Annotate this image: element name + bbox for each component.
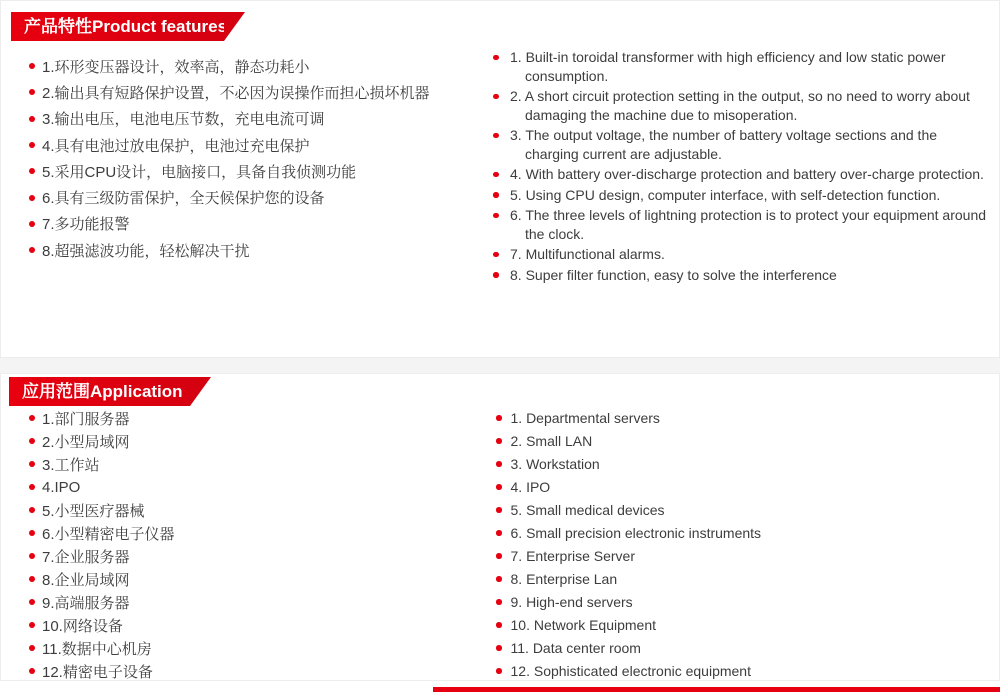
list-item-text: 9.高端服务器: [42, 594, 130, 612]
bullet-icon: [29, 622, 35, 628]
bullet-icon: [496, 553, 502, 559]
list-item-text: 5. Small medical devices: [510, 502, 665, 518]
bullet-icon: [493, 55, 499, 61]
list-item-text: 4. With battery over-discharge protection and battery over-charge protection.: [510, 166, 984, 182]
list-item: [29, 211, 430, 237]
list-item: [496, 453, 993, 476]
bullet-icon: [29, 599, 35, 605]
bullet-icon: [29, 645, 35, 651]
section-divider: [0, 358, 1000, 373]
list-item: [496, 568, 993, 591]
bullet-icon: [29, 142, 35, 148]
bullet-icon: [496, 645, 502, 651]
list-item: [29, 158, 430, 184]
list-item: [496, 637, 993, 660]
bullet-icon: [29, 221, 35, 227]
list-item-text: 1. Departmental servers: [510, 410, 660, 426]
list-item-text: 2.输出具有短路保护设置，不必因为误操作而担心损坏机器: [42, 84, 430, 102]
list-item-text: 1. Built-in toroidal transformer with high efficiency and low static power consumption.: [510, 49, 946, 84]
list-item-text: 6. Small precision electronic instruments: [510, 525, 762, 541]
list-item: [496, 660, 993, 683]
list-item-text: 8. Super filter function, easy to solve the interference: [510, 266, 837, 283]
list-item-text: 6.具有三级防雷保护，全天候保护您的设备: [42, 190, 325, 208]
list-item: [496, 522, 993, 545]
bullet-icon: [29, 438, 35, 444]
list-item: [496, 545, 993, 568]
bullet-icon: [493, 133, 499, 139]
list-item: [29, 545, 175, 568]
list-item: [496, 407, 993, 430]
bullet-icon: [496, 438, 502, 444]
bullet-icon: [496, 576, 502, 582]
list-item: [496, 591, 993, 614]
list-item: [29, 184, 430, 210]
list-item-text: 9. High-end servers: [510, 594, 633, 610]
list-item: [493, 206, 990, 243]
bullet-icon: [29, 553, 35, 559]
list-item: [29, 79, 430, 105]
list-item: [29, 522, 175, 545]
list-item-text: 4.IPO: [42, 478, 81, 496]
list-item: [29, 407, 175, 430]
bullet-icon: [493, 272, 499, 278]
list-item-text: 5.小型医疗器械: [42, 502, 145, 520]
bullet-icon: [493, 252, 499, 258]
list-item-text: 2.小型局域网: [42, 433, 130, 451]
application-section: [0, 373, 1000, 681]
list-item-text: 1.部门服务器: [42, 410, 130, 428]
application-banner: [9, 377, 190, 406]
list-item-text: 3.工作站: [42, 456, 100, 474]
bullet-icon: [493, 94, 499, 100]
list-item-text: 8.超强滤波功能，轻松解决干扰: [42, 242, 250, 260]
bottom-accent-bar: [433, 687, 1000, 692]
list-item: [29, 637, 175, 660]
list-item: [493, 165, 990, 184]
list-item: [29, 132, 430, 158]
list-item: [493, 87, 990, 124]
bullet-icon: [29, 247, 35, 253]
bullet-icon: [29, 195, 35, 201]
list-item: [496, 614, 993, 637]
bullet-icon: [29, 530, 35, 536]
application-list-zh: [29, 407, 175, 683]
list-item: [496, 476, 993, 499]
list-item-text: 1.环形变压器设计，效率高，静态功耗小: [42, 58, 310, 76]
features-list-zh: [29, 53, 430, 263]
list-item-text: 7.企业服务器: [42, 548, 130, 566]
list-item: [496, 430, 993, 453]
bullet-icon: [496, 599, 502, 605]
bullet-icon: [29, 63, 35, 69]
bullet-icon: [29, 168, 35, 174]
list-item: [29, 476, 175, 499]
list-item: [493, 126, 990, 163]
application-list-en: [496, 407, 993, 683]
list-item-text: 3. Workstation: [510, 456, 600, 472]
application-banner-title: 应用范围Application: [22, 382, 183, 401]
bullet-icon: [493, 192, 499, 198]
list-item: [29, 499, 175, 522]
list-item-text: 5. Using CPU design, computer interface, with self-detection function.: [510, 186, 941, 203]
bullet-icon: [496, 622, 502, 628]
list-item-text: 3. The output voltage, the number of battery voltage sections and the charging current are adjustable.: [510, 127, 938, 162]
list-item-text: 8. Enterprise Lan: [510, 571, 618, 587]
list-item: [496, 499, 993, 522]
list-item-text: 10. Network Equipment: [510, 617, 657, 633]
product-features-banner: [11, 12, 228, 41]
bullet-icon: [29, 415, 35, 421]
list-item-text: 10.网络设备: [42, 617, 123, 635]
bullet-icon: [496, 507, 502, 513]
list-item: [29, 237, 430, 263]
bullet-icon: [496, 668, 502, 674]
list-item-text: 5.采用CPU设计，电脑接口，具备自我侦测功能: [42, 163, 357, 181]
list-item-text: 12.精密电子设备: [42, 663, 153, 681]
list-item: [29, 453, 175, 476]
list-item-text: 2. Small LAN: [510, 433, 593, 449]
bullet-icon: [29, 576, 35, 582]
bullet-icon: [29, 668, 35, 674]
list-item-text: 4.具有电池过放电保护，电池过充电保护: [42, 137, 310, 155]
bullet-icon: [29, 116, 35, 122]
list-item-text: 2. A short circuit protection setting in the output, so no need to worry about damaging the machine due to misoperation.: [510, 88, 970, 123]
list-item-text: 11. Data center room: [510, 640, 641, 656]
list-item: [493, 186, 990, 205]
list-item: [29, 106, 430, 132]
list-item: [493, 266, 990, 285]
list-item-text: 8.企业局域网: [42, 571, 130, 589]
list-item-text: 6. The three levels of lightning protection is to protect your equipment around the clock.: [510, 207, 987, 242]
features-list-en: [493, 48, 990, 286]
product-features-banner-title: 产品特性Product features: [24, 17, 228, 36]
list-item-text: 7. Enterprise Server: [510, 548, 635, 564]
bullet-icon: [493, 213, 499, 219]
list-item: [29, 660, 175, 683]
bullet-icon: [29, 461, 35, 467]
bullet-icon: [29, 484, 35, 490]
list-item: [29, 568, 175, 591]
list-item: [493, 245, 990, 264]
bullet-icon: [496, 484, 502, 490]
list-item-text: 12. Sophisticated electronic equipment: [510, 663, 751, 679]
list-item: [29, 53, 430, 79]
list-item: [493, 48, 990, 85]
list-item-text: 6.小型精密电子仪器: [42, 525, 175, 543]
list-item-text: 11.数据中心机房: [42, 640, 152, 658]
list-item-text: 7. Multifunctional alarms.: [510, 246, 665, 262]
bullet-icon: [496, 415, 502, 421]
bullet-icon: [496, 530, 502, 536]
list-item: [29, 591, 175, 614]
bullet-icon: [493, 172, 499, 178]
list-item-text: 7.多功能报警: [42, 216, 130, 234]
list-item-text: 4. IPO: [510, 479, 551, 495]
list-item: [29, 614, 175, 637]
bullet-icon: [29, 89, 35, 95]
list-item: [29, 430, 175, 453]
list-item-text: 3.输出电压，电池电压节数，充电电流可调: [42, 111, 325, 129]
bullet-icon: [29, 507, 35, 513]
bullet-icon: [496, 461, 502, 467]
